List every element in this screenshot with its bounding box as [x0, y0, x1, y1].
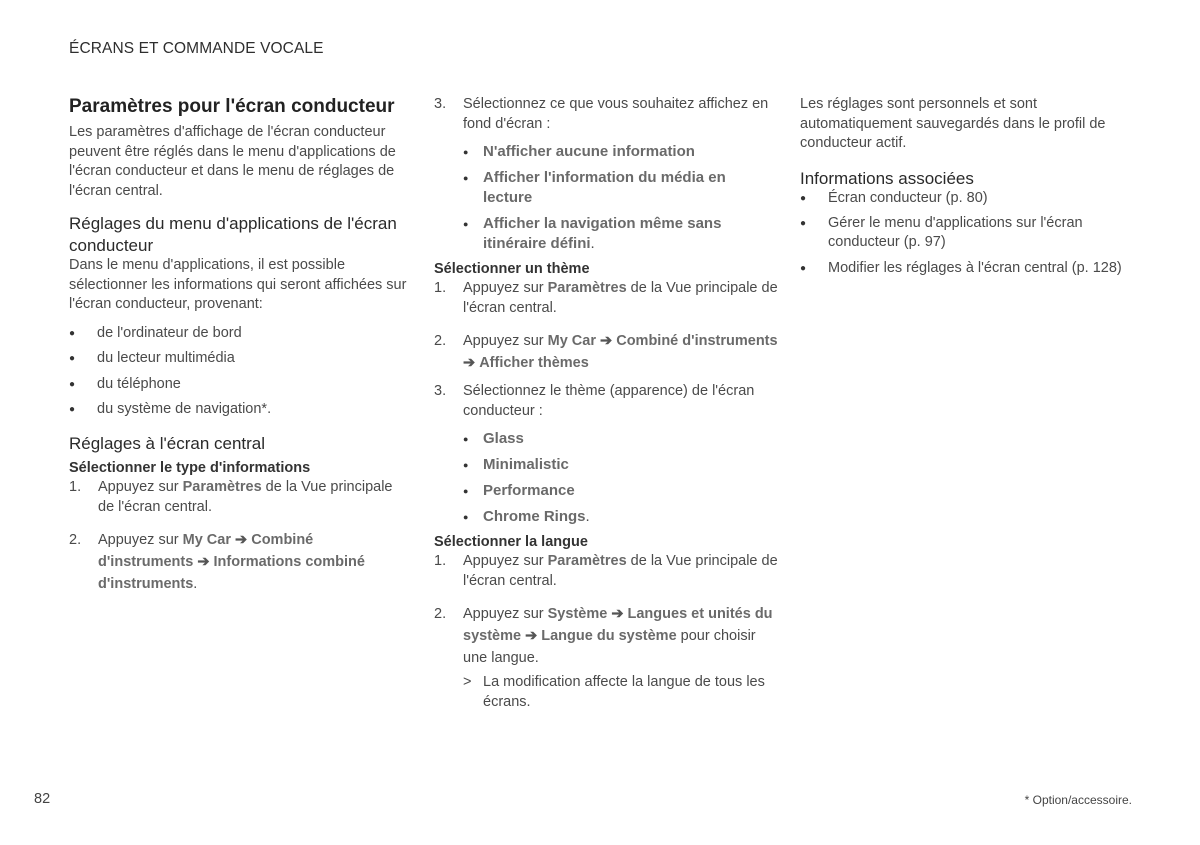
related-list: [800, 189, 1130, 278]
list-item: ● Afficher la navigation même sans itinéraire défini.: [463, 214, 779, 254]
section-heading-central-screen: Réglages à l'écran central: [69, 433, 266, 453]
section-heading-app-menu: Réglages du menu d'applications de l'écran conducteur: [69, 214, 397, 255]
profile-note: Les réglages sont personnels et sont automatiquement sauvegardés dans le profil de conducteur actif.: [800, 96, 1106, 151]
sources-list: [69, 324, 409, 420]
related-link[interactable]: ● Modifier les réglages à l'écran central (p. 128): [800, 259, 1130, 279]
theme-steps: [434, 279, 779, 421]
list-item: ● de l'ordinateur de bord: [69, 324, 409, 344]
arrow-right-icon: ➔: [611, 606, 624, 622]
column-middle: [434, 95, 779, 712]
arrow-right-icon: ➔: [197, 554, 210, 570]
subheading-info-type: Sélectionner le type d'informations: [69, 460, 311, 476]
step-item: 2. Appuyez sur My Car ➔ Combiné d'instruments ➔ Informations combiné d'instruments.: [69, 532, 365, 592]
list-item: ● Minimalistic: [463, 455, 779, 475]
step-item: 2. Appuyez sur My Car ➔ Combiné d'instruments ➔ Afficher thèmes: [434, 333, 778, 371]
step-item: 1. Appuyez sur Paramètres de la Vue principale de l'écran central.: [434, 553, 778, 589]
step-item: 1. Appuyez sur Paramètres de la Vue principale de l'écran central.: [434, 280, 778, 316]
subheading-language: Sélectionner la langue: [434, 534, 588, 550]
list-item: ● Chrome Rings.: [463, 507, 779, 527]
related-heading: Informations associées: [800, 168, 974, 188]
arrow-right-icon: ➔: [463, 355, 476, 371]
list-item: ● Afficher l'information du média en lecture: [463, 168, 779, 208]
list-item: ● N'afficher aucune information: [463, 142, 779, 162]
list-item: ● du téléphone: [69, 375, 409, 395]
list-item: ● Performance: [463, 481, 779, 501]
arrow-right-icon: ➔: [235, 532, 248, 548]
theme-options: [463, 429, 779, 527]
footnote: * Option/accessoire.: [1024, 793, 1132, 807]
background-options: [463, 142, 779, 254]
column-left: [69, 95, 409, 595]
section-header: ÉCRANS ET COMMANDE VOCALE: [69, 40, 324, 57]
intro-text: Les paramètres d'affichage de l'écran conducteur peuvent être réglés dans le menu d'applications de l'écran conducteur et dans le menu de réglages de l'écran central.: [69, 124, 396, 199]
related-link[interactable]: ● Gérer le menu d'applications sur l'écran conducteur (p. 97): [800, 214, 1130, 253]
result-note: > La modification affecte la langue de tous les écrans.: [463, 674, 765, 710]
related-link[interactable]: ● Écran conducteur (p. 80): [800, 189, 1130, 209]
arrow-right-icon: ➔: [525, 628, 538, 644]
app-menu-text: Dans le menu d'applications, il est possible sélectionner les informations qui seront affichées sur l'écran conducteur, provenant:: [69, 257, 407, 312]
page-number: 82: [34, 791, 51, 807]
arrow-right-icon: ➔: [600, 333, 613, 349]
background-steps: [434, 95, 779, 134]
subheading-theme: Sélectionner un thème: [434, 261, 590, 277]
result-marker: >: [463, 674, 472, 690]
step-item: 3. Sélectionnez le thème (apparence) de l'écran conducteur :: [434, 383, 755, 419]
list-item: ● du lecteur multimédia: [69, 349, 409, 369]
page-title: Paramètres pour l'écran conducteur: [69, 96, 395, 117]
column-right: [800, 95, 1130, 278]
list-item: ● Glass: [463, 429, 779, 449]
list-item: ● du système de navigation*.: [69, 400, 409, 420]
step-item: 1. Appuyez sur Paramètres de la Vue principale de l'écran central.: [69, 479, 393, 515]
step-item: 3. Sélectionnez ce que vous souhaitez affichez en fond d'écran :: [434, 96, 769, 132]
step-item: 2. Appuyez sur Système ➔ Langues et unités du système ➔ Langue du système pour choisir une langue.: [434, 606, 773, 666]
language-steps: [434, 552, 779, 669]
info-type-steps: [69, 478, 409, 595]
